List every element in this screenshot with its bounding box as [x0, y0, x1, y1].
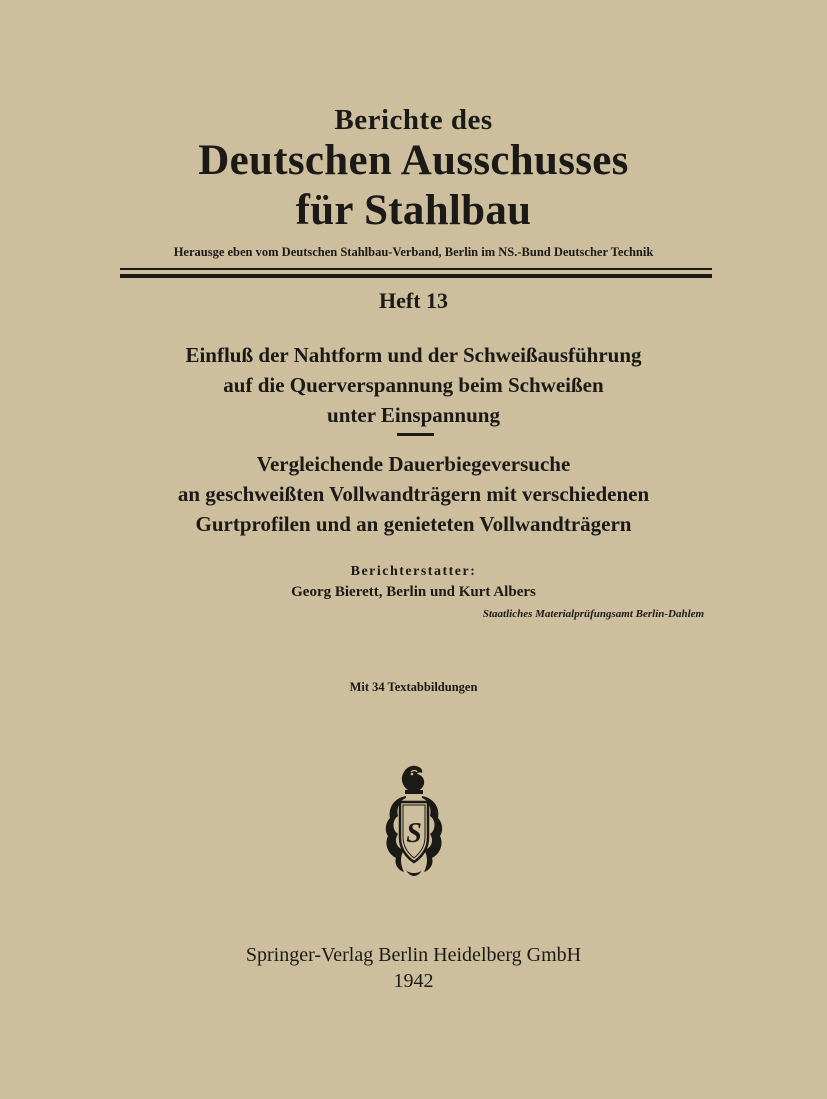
editor-note: Herausge eben vom Deutschen Stahlbau-Verband, Berlin im NS.-Bund Deutscher Technik	[173, 245, 654, 259]
publication-year: 1942	[393, 970, 434, 992]
title-two-line: Vergleichende Dauerbiegeversuche	[256, 452, 571, 476]
series-title-line2: Deutschen Ausschusses	[198, 137, 629, 184]
title-divider	[397, 433, 434, 436]
logo-monogram: S	[406, 818, 422, 849]
issue-number: Heft 13	[378, 288, 449, 313]
reporter-names: Georg Bierett, Berlin und Kurt Albers	[291, 584, 536, 600]
publisher-name: Springer-Verlag Berlin Heidelberg GmbH	[245, 944, 582, 966]
header-rule-thick	[120, 274, 712, 278]
title-one-line: auf die Querverspannung beim Schweißen	[223, 373, 604, 397]
reporters-label: Berichterstatter:	[350, 564, 477, 579]
series-title-line1: Berichte des	[334, 104, 493, 136]
series-title-line3: für Stahlbau	[295, 187, 532, 234]
institution: Staatliches Materialprüfungsamt Berlin-Dahlem	[482, 608, 705, 620]
header-rule-thin	[120, 268, 712, 270]
title-one-line: Einfluß der Nahtform und der Schweißausführung	[185, 343, 642, 367]
springer-knight-logo-icon	[378, 760, 450, 882]
illustrations-note: Mit 34 Textabbildungen	[349, 680, 478, 694]
title-one-line: unter Einspannung	[327, 403, 500, 427]
title-two	[0, 449, 827, 539]
title-two-line: Gurtprofilen und an genieteten Vollwandträgern	[195, 512, 632, 536]
title-one	[0, 340, 827, 430]
title-two-line: an geschweißten Vollwandträgern mit verschiedenen	[177, 482, 650, 506]
